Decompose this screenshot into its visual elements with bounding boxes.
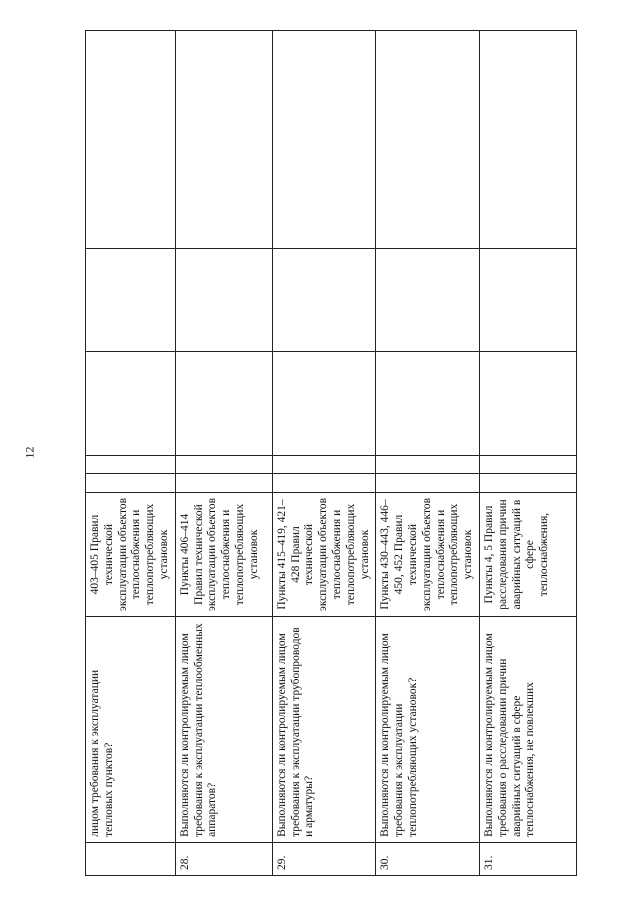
row-reference: Пункты 4, 5 Правил расследования причин аварийных ситуаций в сфере теплоснабжения, — [479, 492, 576, 616]
row-number — [86, 842, 176, 875]
table-row — [376, 31, 480, 876]
table-row — [175, 31, 272, 876]
row-question: Выполняются ли контролируемым лицом требования к эксплуатации трубопроводов и арматуры? — [272, 617, 376, 843]
table-row — [479, 31, 576, 876]
answer-cell-yes — [272, 474, 376, 493]
answer-cell-extra — [175, 248, 272, 352]
table-row — [272, 31, 376, 876]
comment-cell — [479, 31, 576, 249]
row-reference: Пункты 415–419, 421–428 Правил технической эксплуатации объектов теплоснабжения и теплопотребляющих установок — [272, 492, 376, 616]
answer-cell-na — [376, 352, 480, 456]
answer-cell-no — [86, 455, 176, 474]
page-number: 12 — [22, 446, 37, 459]
table-row — [86, 31, 176, 876]
answer-cell-extra — [272, 248, 376, 352]
row-question: лицом требования к эксплуатации тепловых пунктов? — [86, 617, 176, 843]
comment-cell — [175, 31, 272, 249]
answer-cell-extra — [479, 248, 576, 352]
answer-cell-yes — [479, 474, 576, 493]
row-number: 31. — [479, 842, 576, 875]
answer-cell-no — [272, 455, 376, 474]
row-number: 30. — [376, 842, 480, 875]
comment-cell — [272, 31, 376, 249]
answer-cell-na — [86, 352, 176, 456]
answer-cell-na — [272, 352, 376, 456]
comment-cell — [86, 31, 176, 249]
checklist-table — [85, 30, 577, 876]
row-reference: 403–405 Правил технической эксплуатации объектов теплоснабжения и теплопотребляющих установок — [86, 492, 176, 616]
answer-cell-na — [175, 352, 272, 456]
checklist-table-wrapper — [85, 30, 551, 876]
row-question: Выполняются ли контролируемым лицом требования о расследовании причин аварийных ситуаций в сфере теплоснабжения, не повлекших — [479, 617, 576, 843]
answer-cell-no — [376, 455, 480, 474]
comment-cell — [376, 31, 480, 249]
answer-cell-extra — [376, 248, 480, 352]
answer-cell-extra — [86, 248, 176, 352]
row-question: Выполняются ли контролируемым лицом требования к эксплуатации теплопотребляющих установок? — [376, 617, 480, 843]
answer-cell-na — [479, 352, 576, 456]
answer-cell-no — [479, 455, 576, 474]
answer-cell-yes — [175, 474, 272, 493]
answer-cell-no — [175, 455, 272, 474]
row-reference: Пункты 430–443, 446–450, 452 Правил технической эксплуатации объектов теплоснабжения и теплопотребляющих установок — [376, 492, 480, 616]
row-number: 29. — [272, 842, 376, 875]
row-question: Выполняются ли контролируемым лицом требования к эксплуатации теплообменных аппаратов? — [175, 617, 272, 843]
answer-cell-yes — [86, 474, 176, 493]
row-number: 28. — [175, 842, 272, 875]
row-reference: Пункты 406–414 Правил технической эксплуатации объектов теплоснабжения и теплопотребляющих установок — [175, 492, 272, 616]
answer-cell-yes — [376, 474, 480, 493]
